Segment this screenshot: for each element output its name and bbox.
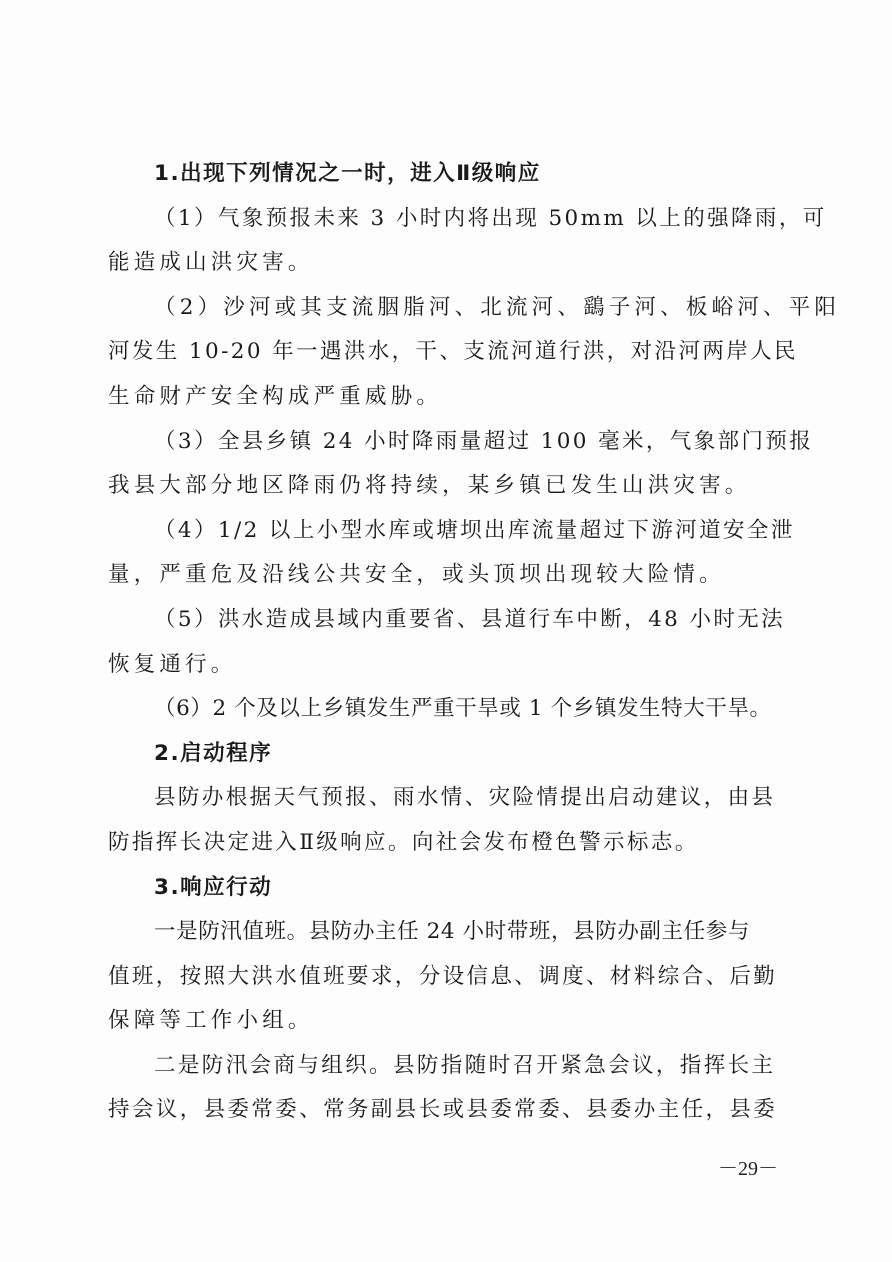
paragraph-line: 一是防汛值班。县防办主任 24 小时带班，县防办副主任参与: [154, 919, 750, 945]
paragraph-line: （3）全县乡镇 24 小时降雨量超过 100 毫米，气象部门预报: [154, 428, 814, 454]
section-heading-2: 2.启动程序: [154, 740, 273, 766]
paragraph-line: （5）洪水造成县域内重要省、县道行车中断，48 小时无法: [154, 606, 786, 632]
paragraph-line: 能造成山洪灾害。: [108, 250, 314, 276]
paragraph-line: 值班，按照大洪水值班要求，分设信息、调度、材料综合、后勤: [108, 963, 778, 989]
paragraph-line: 保障等工作小组。: [108, 1008, 314, 1034]
section-heading-1: 1.出现下列情况之一时，进入Ⅱ级响应: [154, 161, 541, 186]
paragraph-line: （6）2 个及以上乡镇发生严重干旱或 1 个乡镇发生特大干旱。: [154, 696, 772, 722]
section-heading-3: 3.响应行动: [154, 874, 273, 900]
paragraph-line: 生命财产安全构成严重威胁。: [108, 383, 443, 409]
paragraph-line: 我县大部分地区降雨仍将持续，某乡镇已发生山洪灾害。: [108, 473, 751, 499]
paragraph-line: （2）沙河或其支流胭脂河、北流河、鷂子河、板峪河、平阳: [154, 294, 841, 320]
paragraph-line: 恢复通行。: [108, 651, 237, 677]
document-body: [108, 152, 841, 1133]
paragraph-line: （1）气象预报未来 3 小时内将出现 50mm 以上的强降雨，可: [154, 205, 827, 231]
paragraph-line: 防指挥长决定进入Ⅱ级响应。向社会发布橙色警示标志。: [108, 829, 699, 855]
paragraph-line: 河发生 10-20 年一遇洪水，干、支流河道行洪，对沿河两岸人民: [108, 339, 798, 365]
paragraph-line: 县防办根据天气预报、雨水情、灾险情提出启动建议，由县: [154, 785, 776, 811]
paragraph-line: 二是防汛会商与组织。县防指随时召开紧急会议，指挥长主: [154, 1052, 776, 1078]
paragraph-line: 量，严重危及沿线公共安全，或头顶坝出现较大险情。: [108, 562, 725, 588]
paragraph-line: 持会议，县委常委、常务副县长或县委常委、县委办主任，县委: [108, 1097, 778, 1123]
paragraph-line: （4）1/2 以上小型水库或塘坝出库流量超过下游河道安全泄: [154, 517, 795, 543]
page-number: －29－: [718, 1158, 778, 1180]
